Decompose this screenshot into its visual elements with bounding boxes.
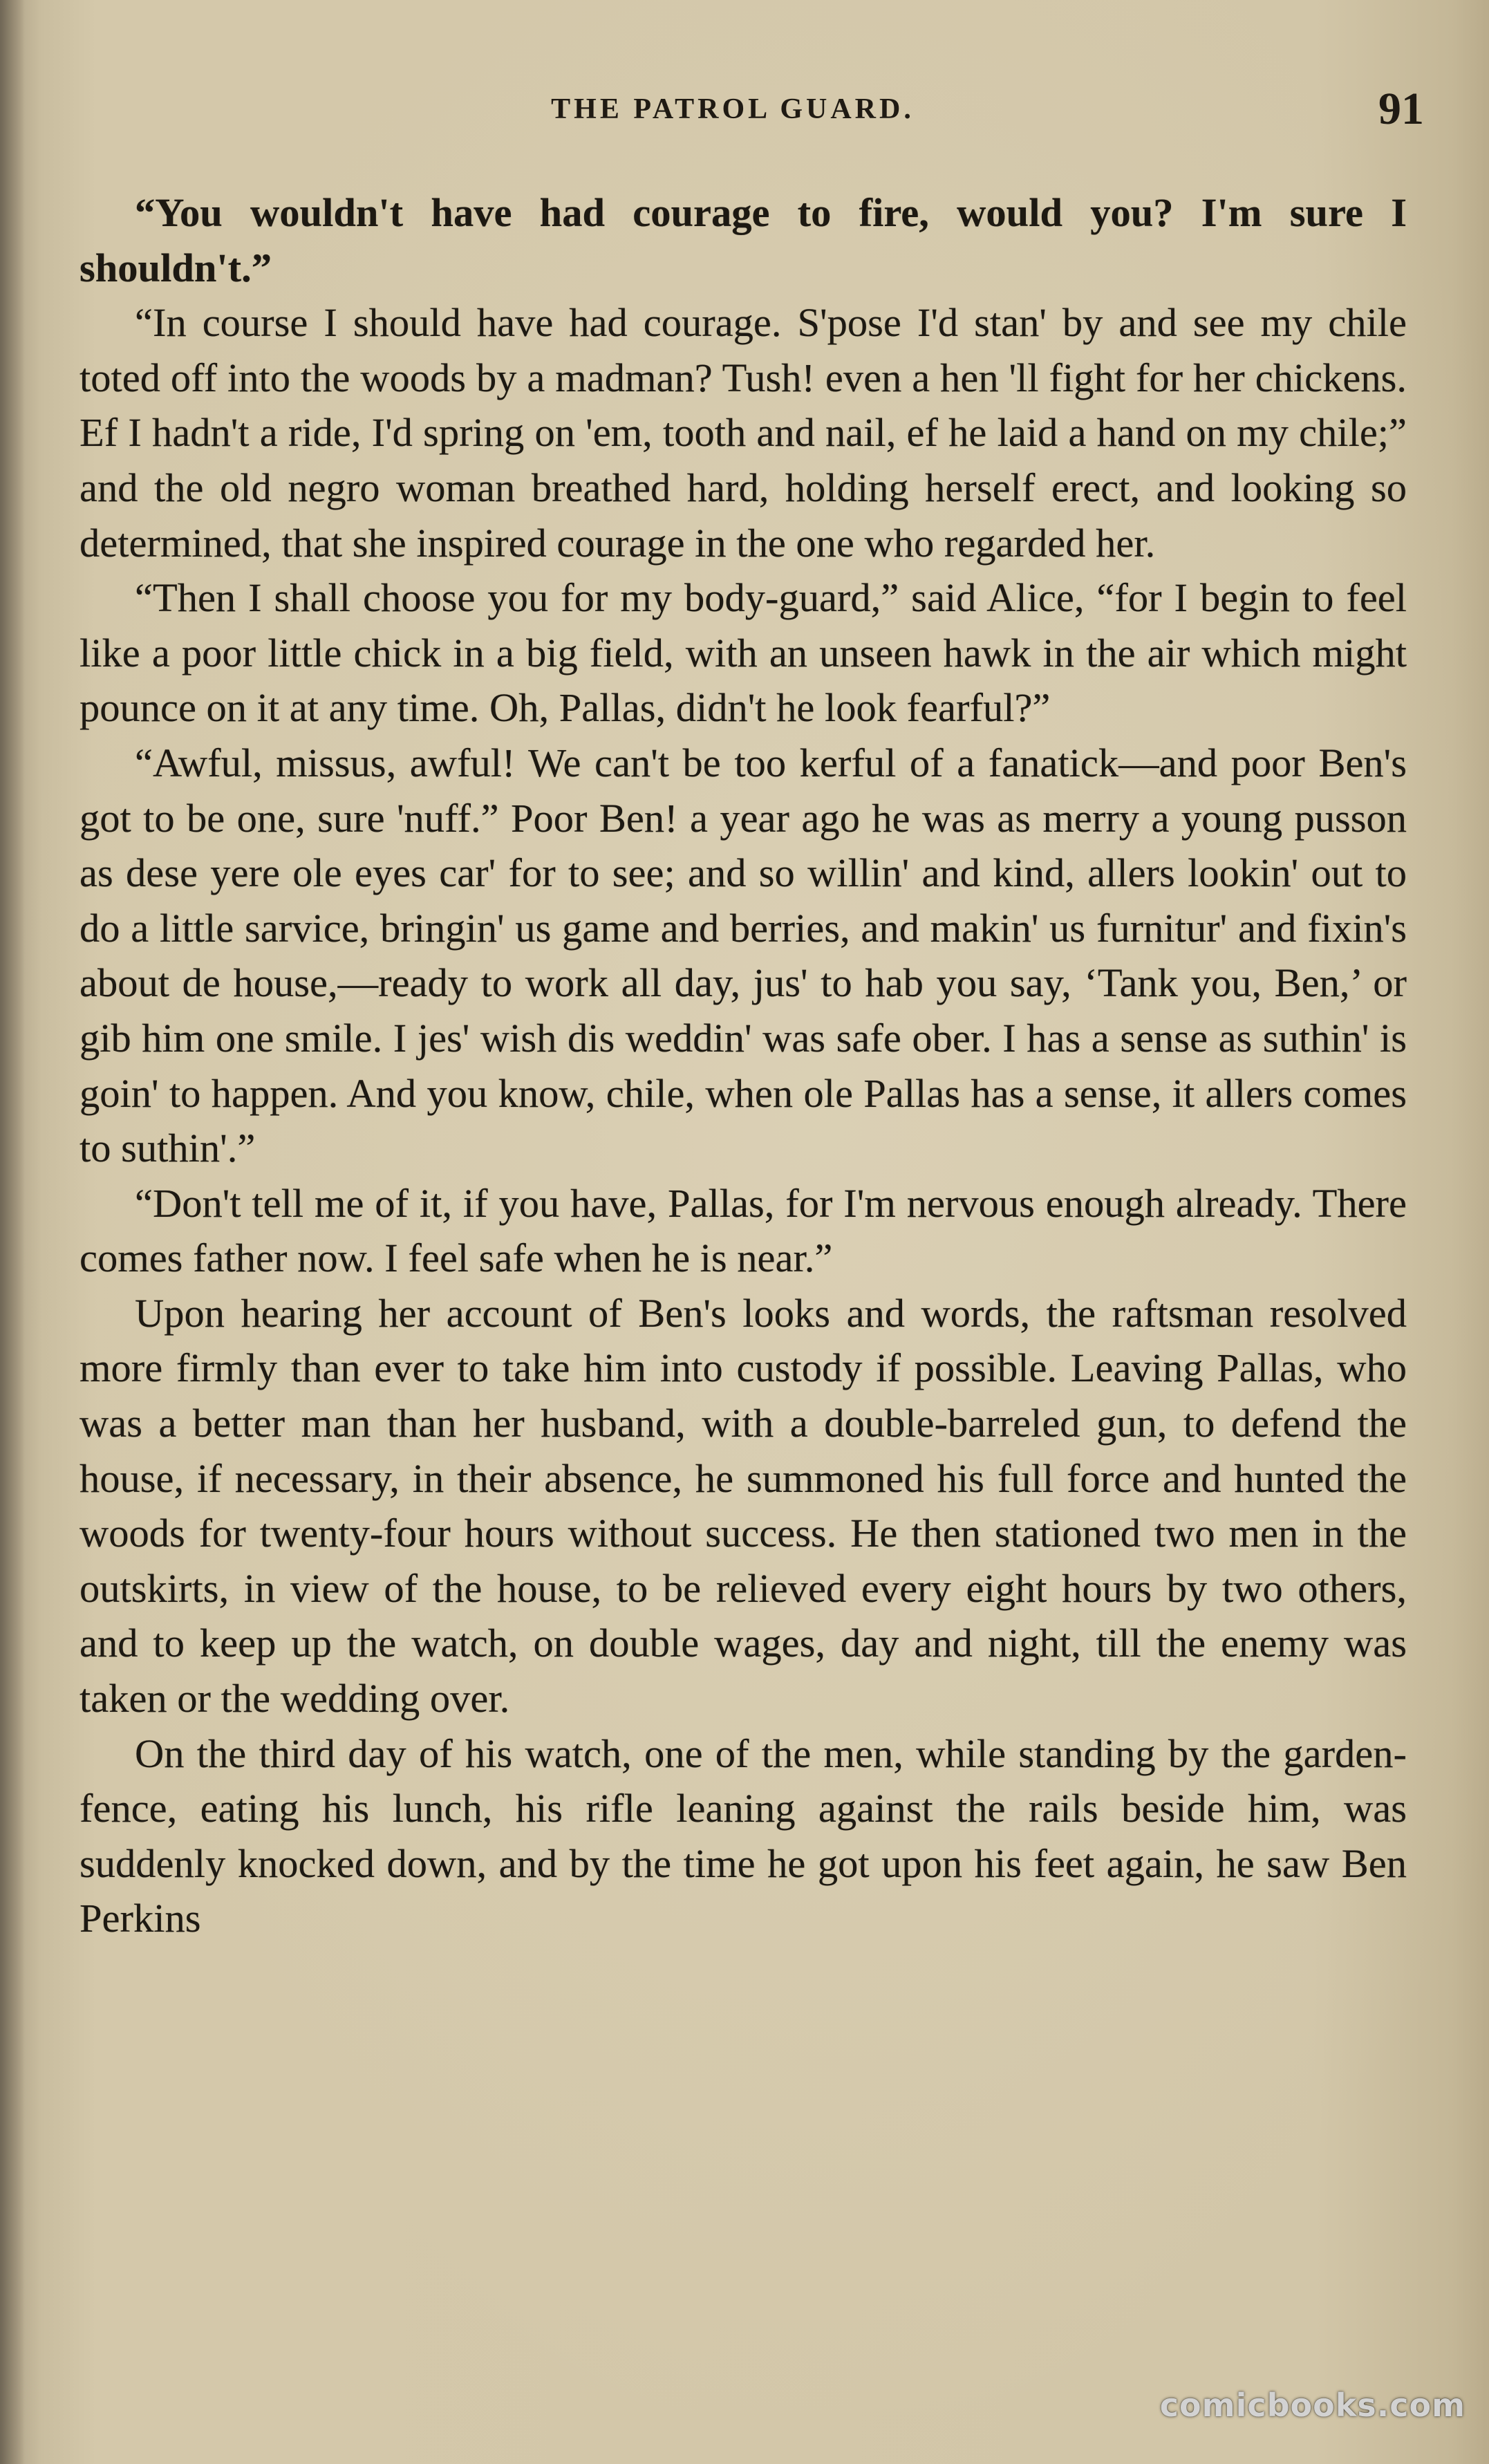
paragraph: “In course I should have had courage. S'pose I'd stan' by and see my chile toted off into the woods by a madman? Tush! even a hen 'll fight for her chickens. Ef I hadn't a ride, I'd spring on 'em, tooth and nail, ef he laid a hand on my chile;” and the old negro woman breathed hard, holding herself erect, and looking so determined, that she inspired courage in the one who regarded her. (79, 300, 1407, 566)
paragraph: Upon hearing her account of Ben's looks and words, the raftsman resolved more firmly than ever to take him into custody if possible. Leaving Pallas, who was a better man than her husband, with a double-barreled gun, to defend the house, if necessary, in their absence, he summoned his full force and hunted the woods for twenty-four hours without success. He then stationed two men in the outskirts, in view of the house, to be relieved every eight hours by two others, and to keep up the watch, on double wages, day and night, till the enemy was taken or the wedding over. (79, 1290, 1407, 1721)
paragraph: “Awful, missus, awful! We can't be too kerful of a fanatick—and poor Ben's got to be one, sure 'nuff.” Poor Ben! a year ago he was as merry a young pusson as dese yere ole eyes car' for to see; and so willin' and kind, allers lookin' out to do a little sarvice, bringin' us game and berries, and makin' us furnitur' and fixin's about de house,—ready to work all day, jus' to hab you say, ‘Tank you, Ben,’ or gib him one smile. I jes' wish dis weddin' was safe ober. I has a sense as suthin' is goin' to happen. And you know, chile, when ole Pallas has a sense, it allers comes to suthin'.” (79, 740, 1407, 1171)
page-number: 91 (1378, 84, 1424, 134)
running-head-title: THE PATROL GUARD. (551, 93, 915, 125)
paragraph: On the third day of his watch, one of the men, while standing by the garden-fence, eating his lunch, his rifle leaning against the rails beside him, was suddenly knocked down, and by the time he got upon his feet again, he saw Ben Perkins (79, 1730, 1407, 1941)
paragraph: “You wouldn't have had courage to fire, would you? I'm sure I shouldn't.” (79, 190, 1407, 290)
site-watermark: comicbooks.com (1159, 2387, 1465, 2424)
body-text (79, 185, 1407, 1946)
running-head (0, 83, 1489, 138)
paragraph: “Don't tell me of it, if you have, Pallas, for I'm nervous enough already. There comes father now. I feel safe when he is near.” (79, 1180, 1407, 1281)
paragraph: “Then I shall choose you for my body-guard,” said Alice, “for I begin to feel like a poor little chick in a big field, with an unseen hawk in the air which might pounce on it at any time. Oh, Pallas, didn't he look fearful?” (79, 575, 1407, 731)
